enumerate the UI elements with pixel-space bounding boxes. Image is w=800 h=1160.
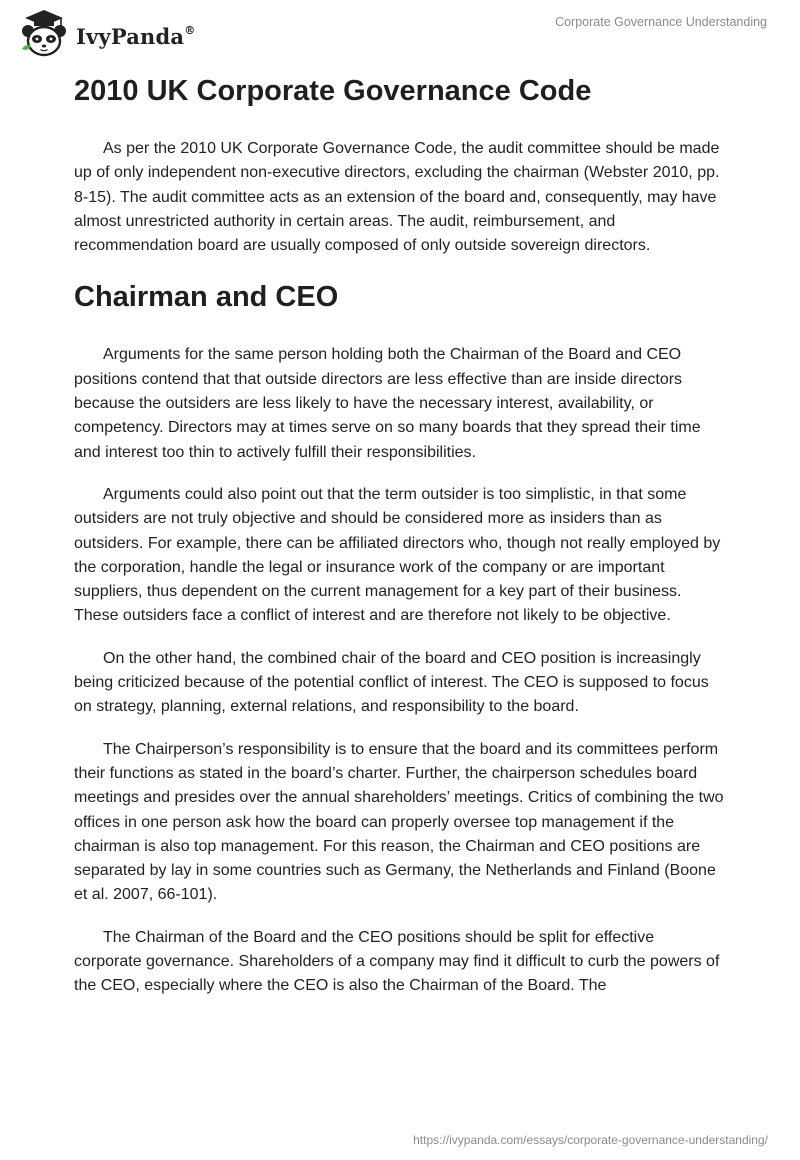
document-title-label: Corporate Governance Understanding (555, 15, 767, 29)
paragraph: Arguments for the same person holding both the Chairman of the Board and CEO positions contend that that outside directors are less effective than are inside directors because the outsiders are less likely to have the necessary interest, availability, or competency. Directors may at times serve on so many boards that they spread their time and interest too thin to actively fulfill their responsibilities. (74, 346, 701, 461)
brand-name-text: IvyPanda (76, 23, 185, 49)
paragraph: As per the 2010 UK Corporate Governance Code, the audit committee should be made up of only independent non-executive directors, excluding the chairman (Webster 2010, pp. 8-15). The audit committee acts as an extension of the board and, consequently, may have almost unrestricted authority in certain areas. The audit, reimbursement, and recommendation board are usually composed of only outside sovereign directors. (74, 140, 720, 255)
paragraph: The Chairperson’s responsibility is to ensure that the board and its committees perform their functions as stated in the board’s charter. Further, the chairperson schedules board meetings and presides over the annual shareholders’ meetings. Critics of combining the two offices in one person ask how the board can properly oversee top management if the chairman is also top management. For this reason, the Chairman and CEO positions are separated by lay in some countries such as Germany, the Netherlands and Finland (Boone et al. 2007, 66-101). (74, 740, 724, 904)
registered-mark: ® (184, 23, 196, 37)
essay-content (74, 72, 726, 1017)
section-uk-code (74, 72, 726, 258)
paragraph: On the other hand, the combined chair of the board and CEO position is increasingly being criticized because of the potential conflict of interest. The CEO is supposed to focus on strategy, planning, external relations, and responsibility to the board. (74, 649, 709, 716)
paragraph: The Chairman of the Board and the CEO positions should be split for effective corporate governance. Shareholders of a company may find it difficult to curb the powers of the CEO, especially where the CEO is also the Chairman of the Board. The (74, 928, 720, 995)
section-chairman-ceo (74, 278, 726, 998)
paragraph: Arguments could also point out that the term outsider is too simplistic, in that some outsiders are not truly objective and should be considered more as insiders than as outsiders. For example, there can be affiliated directors who, though not really employed by the corporation, handle the legal or insurance work of the company or are important suppliers, thus dependent on the current management for a key part of their business. These outsiders face a conflict of interest and are therefore not likely to be objective. (74, 485, 721, 625)
brand-name (76, 24, 195, 49)
page-header (0, 0, 800, 64)
panda-logo-icon (16, 9, 72, 59)
source-url-link[interactable]: https://ivypanda.com/essays/corporate-governance-understanding/ (413, 1133, 768, 1147)
section-heading: 2010 UK Corporate Governance Code (74, 75, 592, 107)
section-heading: Chairman and CEO (74, 281, 339, 314)
ivypanda-logo[interactable] (16, 9, 195, 59)
